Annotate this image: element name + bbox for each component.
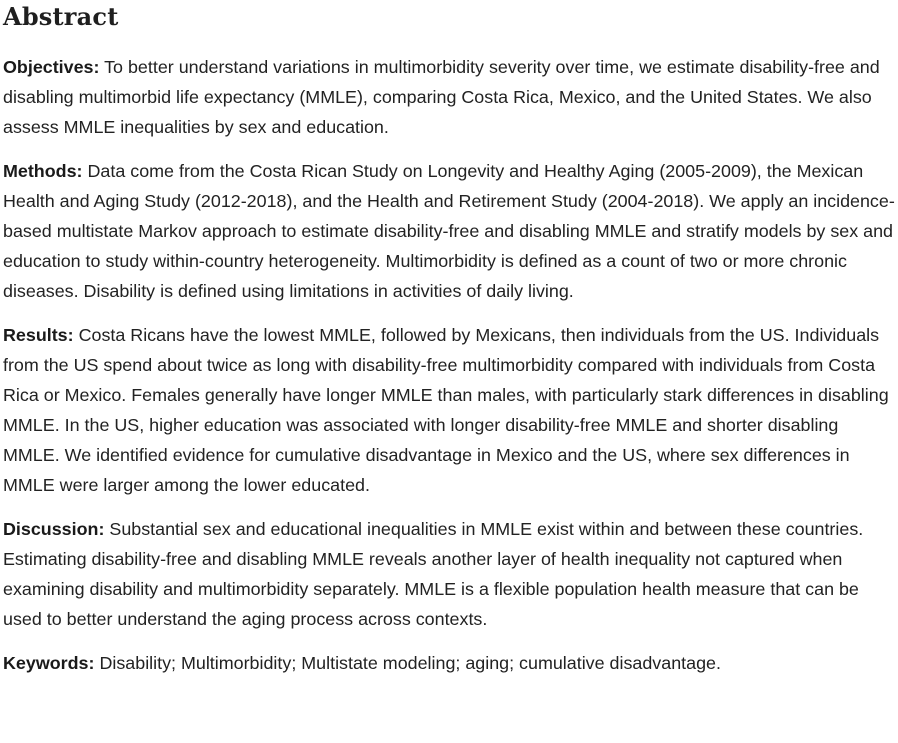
discussion-paragraph [3,514,898,634]
abstract-heading: Abstract [3,2,119,31]
results-label: Results: [3,325,74,345]
objectives-paragraph [3,52,898,142]
methods-paragraph [3,156,898,306]
methods-text: Data come from the Costa Rican Study on Longevity and Healthy Aging (2005-2009), the Mexican Health and Aging Study (2012-2018), and the Health and Retirement Study (2004-2018). We apply an incidence-based multistate Markov approach to estimate disability-free and disabling MMLE and stratify models by sex and education to study within-country heterogeneity. Multimorbidity is defined as a count of two or more chronic diseases. Disability is defined using limitations in activities of daily living. [3,161,895,301]
keywords-paragraph [3,648,898,678]
objectives-text: To better understand variations in multimorbidity severity over time, we estimate disability-free and disabling multimorbid life expectancy (MMLE), comparing Costa Rica, Mexico, and the United States. We also assess MMLE inequalities by sex and education. [3,57,880,137]
keywords-label: Keywords: [3,653,95,673]
results-paragraph [3,320,898,500]
discussion-label: Discussion: [3,519,105,539]
results-text: Costa Ricans have the lowest MMLE, followed by Mexicans, then individuals from the US. Individuals from the US spend about twice as long with disability-free multimorbidity compared with individuals from Costa Rica or Mexico. Females generally have longer MMLE than males, with particularly stark differences in disabling MMLE. In the US, higher education was associated with longer disability-free MMLE and shorter disabling MMLE. We identified evidence for cumulative disadvantage in Mexico and the US, where sex differences in MMLE were larger among the lower educated. [3,325,889,495]
keywords-text: Disability; Multimorbidity; Multistate modeling; aging; cumulative disadvantage. [99,653,721,673]
methods-label: Methods: [3,161,83,181]
discussion-text: Substantial sex and educational inequalities in MMLE exist within and between these countries. Estimating disability-free and disabling MMLE reveals another layer of health inequality not captured when examining disability and multimorbidity separately. MMLE is a flexible population health measure that can be used to better understand the aging process across contexts. [3,519,864,629]
objectives-label: Objectives: [3,57,100,77]
